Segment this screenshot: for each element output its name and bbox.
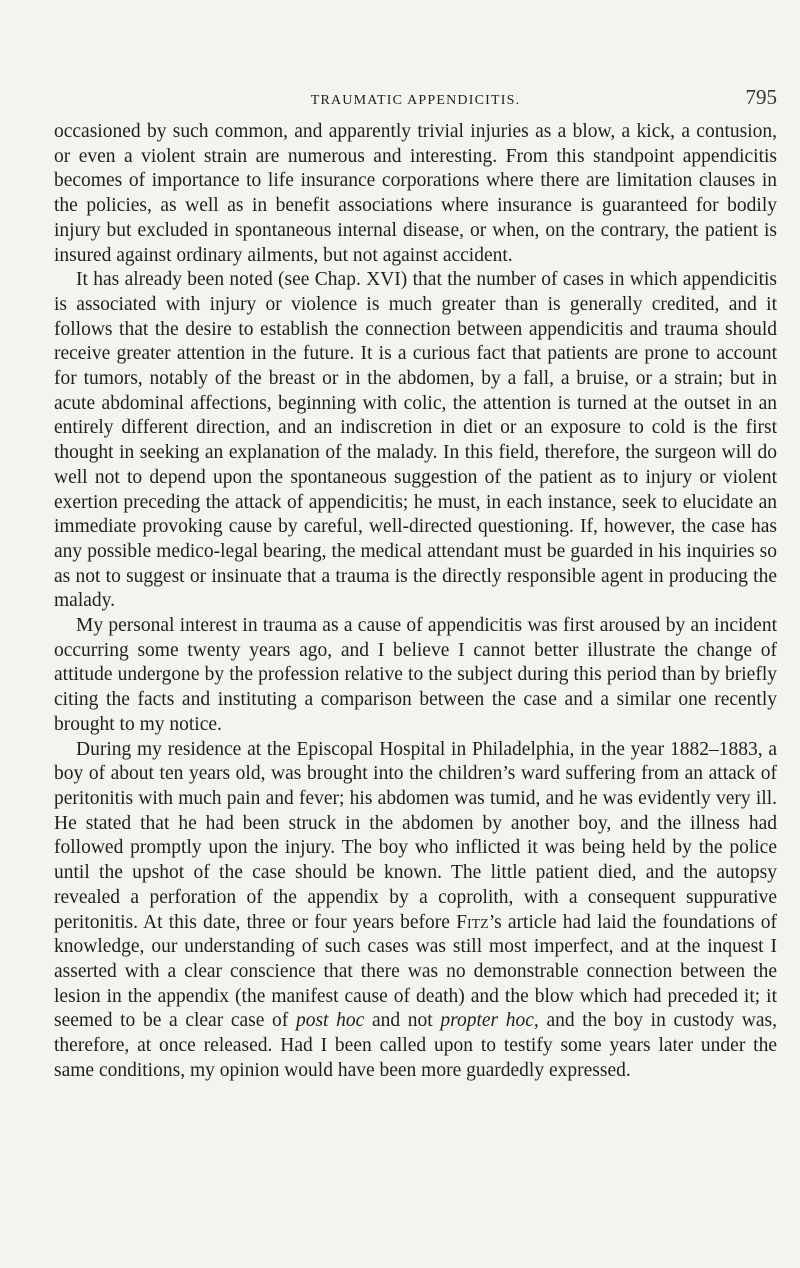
running-head bbox=[54, 85, 777, 114]
paragraph-1: occasioned by such common, and apparently trivial injuries as a blow, a kick, a contusion, or even a violent strain are numerous and interesting. From this standpoint appendicitis becomes of importance to life insurance corporations where there are limitation clauses in the policies, as well as in benefit associations where insurance is guaranteed for bodily injury but excluded in spontaneous internal disease, or when, on the contrary, the patient is insured against ordinary ailments, but not against accident. bbox=[54, 121, 777, 266]
paragraph-4-text-c: and not bbox=[364, 1010, 441, 1032]
paragraph-4-text-b: ’s article had laid the foundations of knowledge, our understanding of such cases was still most imperfect, and at the inquest I asserted with a clear conscience that there was no demonstrable connection between the lesion in the appendix (the manifest cause of death) and the blow which had preceded it; it seemed to be a clear case of bbox=[54, 911, 777, 1032]
running-title: TRAUMATIC APPENDICITIS. bbox=[310, 93, 521, 108]
latin-phrase-propter-hoc: propter hoc, bbox=[440, 1010, 539, 1032]
page-number: 795 bbox=[745, 85, 777, 109]
latin-phrase-post-hoc: post hoc bbox=[295, 1010, 365, 1032]
paragraph-2: It has already been noted (see Chap. XVI) that the number of cases in which appendicitis is associated with injury or violence is much greater than is generally credited, and it follows that the desire to establish the connection between appendicitis and trauma should receive greater attention in the future. It is a curious fact that patients are prone to account for tumors, notably of the breast or in the abdomen, by a fall, a bruise, or a strain; but in acute abdominal affections, beginning with colic, the attention is turned at the outset in an entirely different direction, and an indiscretion in diet or an exposure to cold is the first thought in seeking an explanation of the malady. In this field, therefore, the surgeon will do well not to depend upon the spontaneous suggestion of the patient as to injury or violent exertion preceding the attack of appendicitis; he must, in each instance, seek to elucidate an immediate provoking cause by careful, well-directed questioning. If, however, the case has any possible medico-legal bearing, the medical attendant must be guarded in his inquiries so as not to suggest or insinuate that a trauma is the directly responsible agent in producing the malady. bbox=[54, 269, 777, 612]
author-name-fitz: Fitz bbox=[456, 911, 489, 933]
paragraph-3: My personal interest in trauma as a cause of appendicitis was first aroused by an incident occurring some twenty years ago, and I believe I cannot better illustrate the change of attitude undergone by the profession relative to the subject during this period than by briefly citing the facts and instituting a comparison between the case and a similar one recently brought to my notice. bbox=[54, 615, 777, 735]
paragraph-4-text-a: During my residence at the Episcopal Hospital in Philadelphia, in the year 1882–1883, a boy of about ten years old, was brought into the children’s ward suffering from an attack of peritonitis with much pain and fever; his abdomen was tumid, and he was evidently very ill. He stated that he had been struck in the abdomen by another boy, and the illness had followed promptly upon the injury. The boy who inflicted it was being held by the police until the upshot of the case should be known. The little patient died, and the autopsy revealed a perforation of the appendix by a coprolith, with a consequent suppurative peritonitis. At this date, three or four years before bbox=[54, 738, 777, 933]
paragraph-4 bbox=[54, 738, 777, 1084]
paragraph-4-text-d: and the boy in custody was, therefore, at once released. Had I been called upon to testify some years later under the same conditions, my opinion would have been more guardedly expressed. bbox=[54, 1010, 778, 1081]
body-text bbox=[54, 120, 777, 1083]
